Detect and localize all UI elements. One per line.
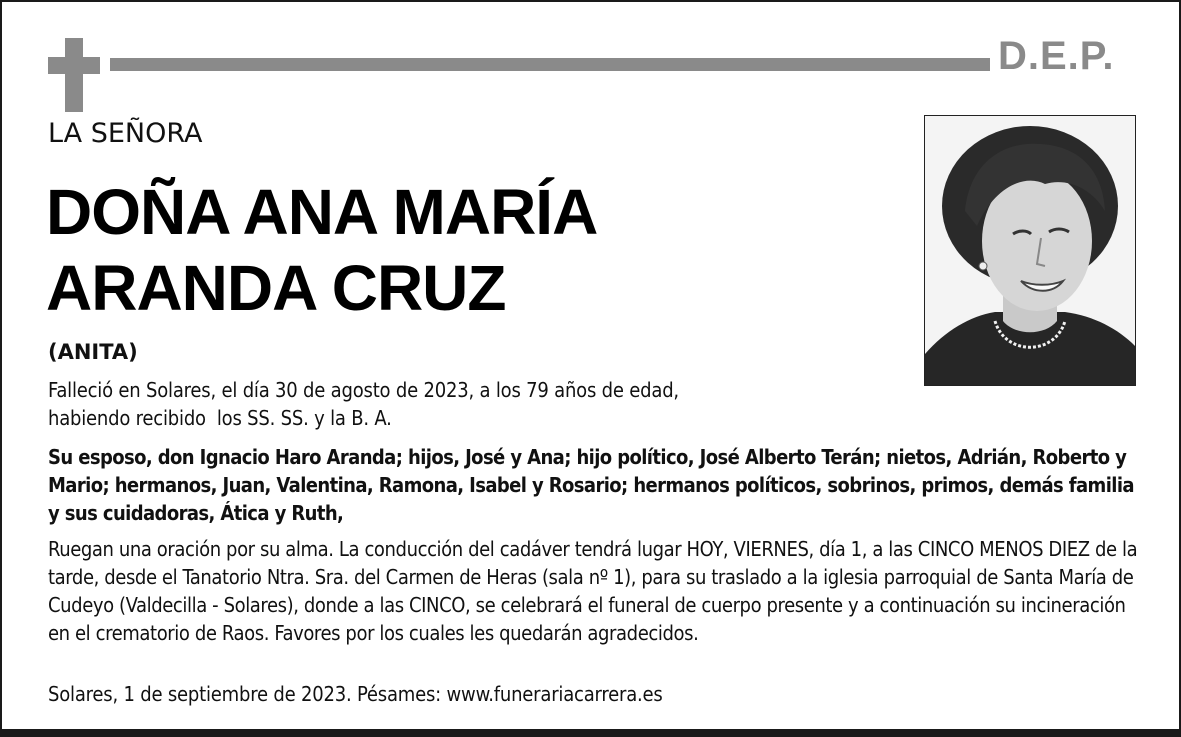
death-details-line1: Falleció en Solares, el día 30 de agosto de 2023, a los 79 años de edad,	[48, 378, 679, 402]
family-mourners: Su esposo, don Ignacio Haro Aranda; hijos, José y Ana; hijo político, José Alberto Terán; nietos, Adrián, Roberto y Mario; hermanos, Juan, Valentina, Ramona, Isabel y Rosario; hermanos políticos, sobrinos, primos, demás familia y sus cuidadoras, Ática y Ruth,	[48, 445, 1134, 525]
deceased-name-line1: DOÑA ANA MARÍA	[46, 176, 598, 248]
deceased-name	[46, 174, 597, 326]
deceased-name-line2: ARANDA CRUZ	[46, 252, 506, 324]
death-details-line2: habiendo recibido los SS. SS. y la B. A.	[48, 406, 392, 430]
dep-label: D.E.P.	[998, 34, 1115, 78]
ceremony-details: Ruegan una oración por su alma. La conducción del cadáver tendrá lugar HOY, VIERNES, día 1, a las CINCO MENOS DIEZ de la tarde, desde el Tanatorio Ntra. Sra. del Carmen de Heras (sala nº 1), para su traslado a la iglesia parroquial de Santa María de Cudeyo (Valdecilla - Solares), donde a las CINCO, se celebrará el funeral de cuerpo presente y a continuación su incineración en el crematorio de Raos. Favores por los cuales les quedarán agradecidos.	[48, 537, 1138, 645]
honorific: LA SEÑORA	[48, 118, 203, 149]
cross-icon	[48, 38, 100, 112]
death-details	[48, 376, 868, 432]
closing-line: Solares, 1 de septiembre de 2023. Pésames: www.funerariacarrera.es	[48, 682, 663, 706]
nickname: (ANITA)	[48, 340, 138, 364]
header-rule	[110, 58, 990, 71]
portrait-photo	[924, 115, 1136, 386]
